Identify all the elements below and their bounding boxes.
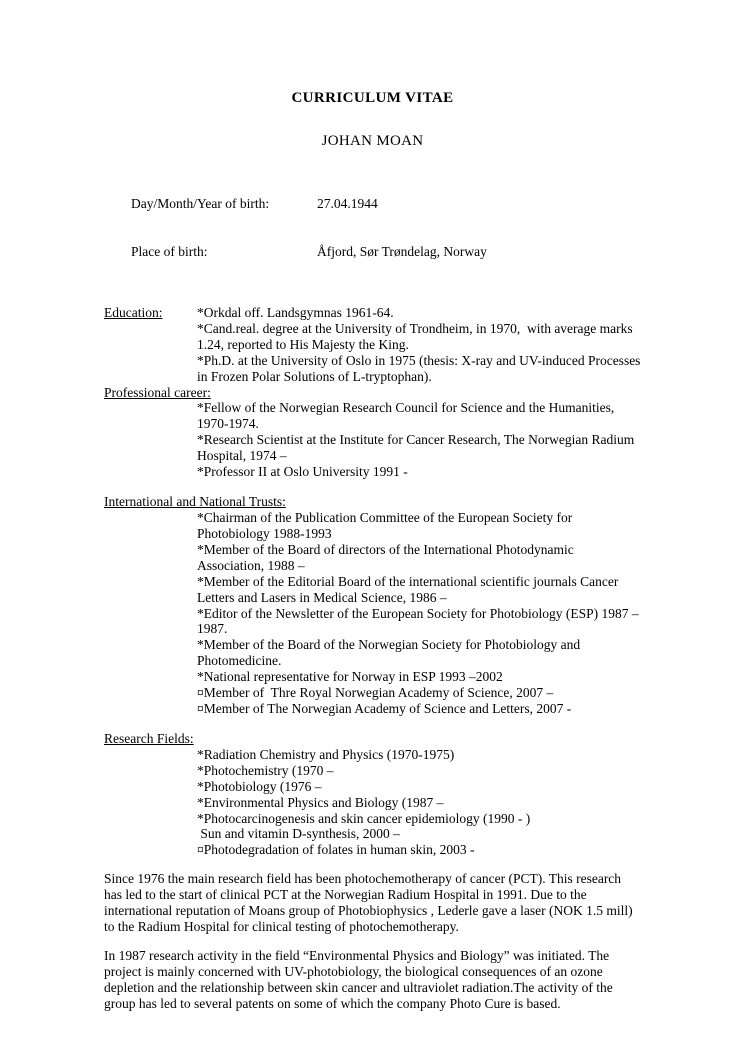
research-field-item: *Photocarcinogenesis and skin cancer epidemiology (1990 - ): [197, 810, 531, 826]
document-title: CURRICULUM VITAE: [291, 90, 454, 106]
section-label-research-fields-row: [104, 731, 641, 747]
trust-item: ¤Member of Thre Royal Norwegian Academy of Science, 2007 –: [197, 685, 554, 701]
section-label-trusts: International and National Trusts:: [104, 494, 286, 510]
cv-content: [104, 0, 644, 1012]
section-professional-career: [104, 385, 641, 481]
research-field-item: ¤Photodegradation of folates in human skin, 2003 -: [197, 842, 475, 858]
section-label-professional-career-row: [104, 385, 641, 401]
research-field-item: *Photobiology (1976 –: [197, 778, 322, 794]
research-field-item: *Radiation Chemistry and Physics (1970-1975): [197, 746, 455, 762]
trust-item: ¤Member of The Norwegian Academy of Science and Letters, 2007 -: [197, 701, 572, 717]
birth-place-label: Place of birth:: [131, 244, 208, 260]
trusts-items: [197, 510, 641, 717]
birth-date-value: 27.04.1944: [317, 196, 378, 212]
birth-info: [104, 180, 641, 276]
body-paragraph-pct: Since 1976 the main research field has been photochemotherapy of cancer (PCT). This research has led to the start of clinical PCT at the Norwegian Radium Hospital in 1991. Due to the international reputation of Moans group of Photobiophysics , Lederle gave a laser (NOK 1.5 mill) to the Radium Hospital for clinical testing of photochemotherapy.: [104, 871, 633, 935]
birth-date-row: [104, 180, 641, 228]
birth-place-row: [104, 228, 641, 276]
trust-item: *Member of the Board of directors of the International Photodynamic Association, 1988 –: [197, 541, 577, 573]
section-trusts: [104, 494, 641, 717]
research-field-item: Sun and vitamin D-synthesis, 2000 –: [197, 826, 400, 842]
section-label-trusts-row: [104, 494, 641, 510]
career-item: *Professor II at Oslo University 1991 -: [197, 464, 408, 480]
trust-item: *Member of the Editorial Board of the international scientific journals Cancer Letters and Lasers in Medical Science, 1986 –: [197, 573, 622, 605]
birth-date-label: Day/Month/Year of birth:: [131, 196, 270, 212]
research-fields-items: [197, 747, 641, 858]
career-item: *Fellow of the Norwegian Research Council for Science and the Humanities, 1970-1974.: [197, 400, 618, 432]
body-paragraph-environmental: In 1987 research activity in the field “Environmental Physics and Biology” was initiated. The project is mainly concerned with UV-photobiology, the biological consequences of an ozone depletion and the relationship between skin cancer and ultraviolet radiation.The activity of the group has led to several patents on some of which the company Photo Cure is based.: [104, 948, 613, 1011]
career-item: *Research Scientist at the Institute for Cancer Research, The Norwegian Radium Hospital, 1974 –: [197, 432, 638, 464]
section-label-professional-career: Professional career:: [104, 384, 211, 400]
professional-career-items: [197, 400, 641, 480]
education-item: *Orkdal off. Landsgymnas 1961-64.: [197, 304, 394, 320]
education-items: [197, 304, 644, 385]
section-label-research-fields: Research Fields:: [104, 730, 194, 746]
education-item: *Cand.real. degree at the University of Trondheim, in 1970, with average marks 1.24, reported to His Majesty the King.: [197, 320, 637, 352]
trust-item: *National representative for Norway in ESP 1993 –2002: [197, 669, 503, 685]
trust-item: *Editor of the Newsletter of the European Society for Photobiology (ESP) 1987 – 1987.: [197, 605, 643, 637]
person-name: JOHAN MOAN: [321, 132, 424, 149]
section-label-education-col: [104, 305, 197, 385]
trust-item: *Member of the Board of the Norwegian Society for Photobiology and Photomedicine.: [197, 637, 584, 669]
section-research-fields: [104, 731, 641, 858]
research-field-item: *Photochemistry (1970 –: [197, 762, 334, 778]
section-label-education: Education:: [104, 304, 163, 320]
birth-place-value: Åfjord, Sør Trøndelag, Norway: [317, 244, 487, 260]
research-field-item: *Environmental Physics and Biology (1987 –: [197, 794, 444, 810]
education-item: *Ph.D. at the University of Oslo in 1975 (thesis: X-ray and UV-induced Processes in Frozen Polar Solutions of L-tryptophan).: [197, 352, 644, 384]
section-education: [104, 304, 644, 385]
trust-item: *Chairman of the Publication Committee of the European Society for Photobiology 1988-1993: [197, 509, 576, 541]
